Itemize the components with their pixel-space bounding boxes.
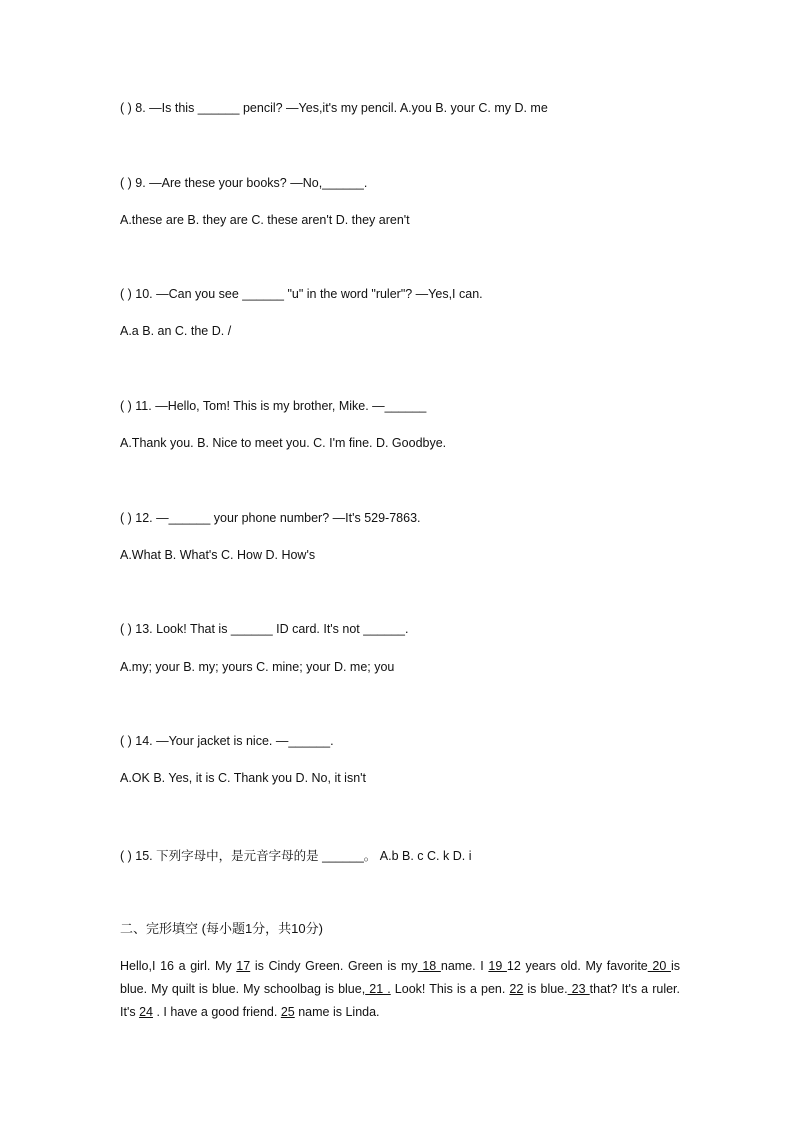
passage-text: name is Linda. (294, 1005, 380, 1019)
passage-text: name. I (440, 959, 489, 973)
passage-text: is blue. My quilt is blue. My schoolbag is blue, (120, 959, 680, 996)
question-9: ( ) 9. —Are these your books? —No,______. (120, 176, 368, 190)
question-14-options: A.OK B. Yes, it is C. Thank you D. No, it isn't (120, 771, 367, 785)
blank-20: 20 (647, 959, 671, 973)
question-13-options: A.my; your B. my; yours C. mine; your D. me; you (120, 660, 395, 674)
question-11: ( ) 11. —Hello, Tom! This is my brother, Mike. —______ (120, 399, 427, 413)
section-heading: 二、完形填空 (每小题1分，共10分) (120, 921, 323, 936)
question-8: ( ) 8. —Is this ______ pencil? —Yes,it's my pencil. A.you B. your C. my D. me (120, 101, 548, 115)
cloze-passage (120, 955, 680, 1024)
question-13: ( ) 13. Look! That is ______ ID card. It's not ______. (120, 622, 409, 636)
passage-text: is Cindy Green. Green is my (250, 959, 418, 973)
passage-text: that? It's a ruler. It's (120, 982, 680, 1019)
blank-23: 23 (567, 982, 590, 996)
blank-19: 19 (488, 959, 507, 973)
question-11-options: A.Thank you. B. Nice to meet you. C. I'm fine. D. Goodbye. (120, 436, 447, 450)
passage-text: . I have a good friend. (152, 1005, 281, 1019)
passage-text: is blue. (523, 982, 568, 996)
question-10-options: A.a B. an C. the D. / (120, 324, 232, 338)
passage-text: Hello,I 16 a girl. My (120, 959, 237, 973)
blank-25: 25 (280, 1005, 295, 1019)
blank-21: 21 . (365, 982, 391, 996)
passage-text: 12 years old. My favorite (506, 959, 648, 973)
blank-22: 22 (509, 982, 524, 996)
question-9-options: A.these are B. they are C. these aren't D. they aren't (120, 213, 410, 227)
question-12-options: A.What B. What's C. How D. How's (120, 548, 316, 562)
question-12: ( ) 12. —______ your phone number? —It's 529-7863. (120, 511, 421, 525)
passage-text: Look! This is a pen. (390, 982, 510, 996)
blank-17: 17 (236, 959, 251, 973)
question-14: ( ) 14. —Your jacket is nice. —______. (120, 734, 334, 748)
blank-18: 18 (417, 959, 441, 973)
blank-24: 24 (139, 1005, 153, 1019)
question-10: ( ) 10. —Can you see ______ "u" in the word "ruler"? —Yes,I can. (120, 287, 483, 301)
question-15: ( ) 15. 下列字母中，是元音字母的是 ______。 A.b B. c C. k D. i (120, 849, 472, 863)
